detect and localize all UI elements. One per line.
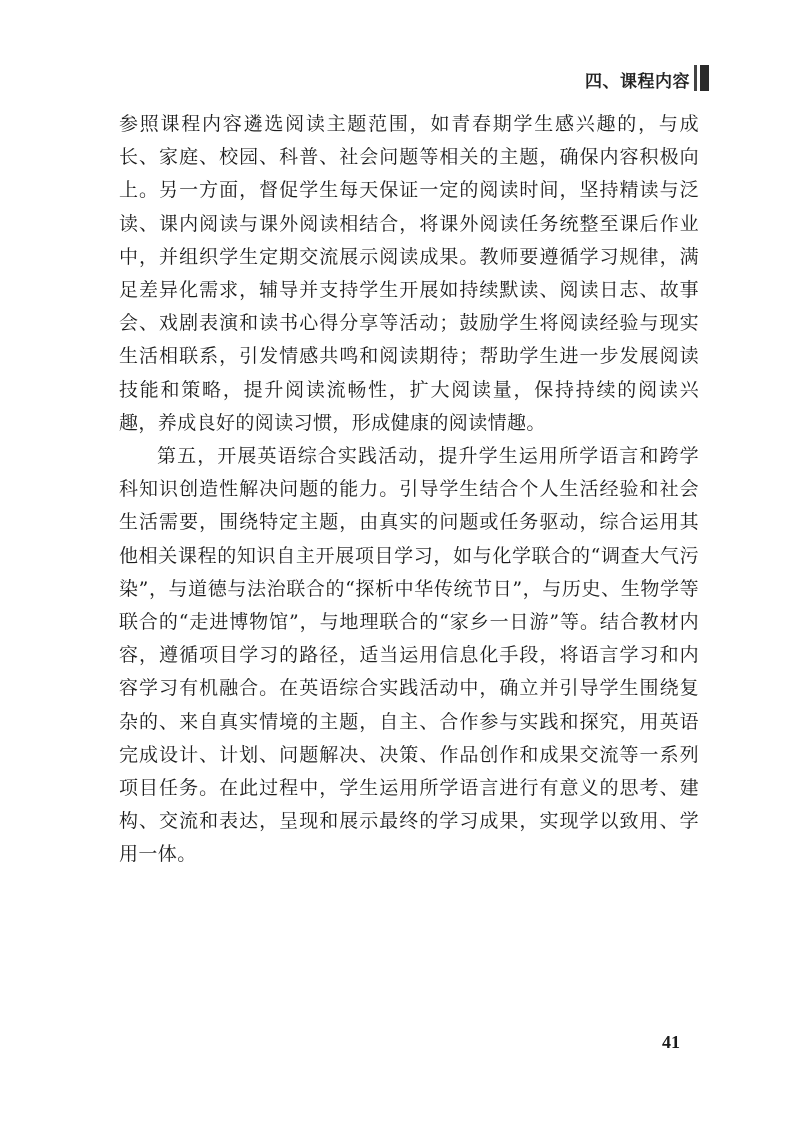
running-header xyxy=(0,63,800,93)
paragraph-practice-activities: 第五，开展英语综合实践活动，提升学生运用所学语言和跨学科知识创造性解决问题的能力。引导学生结合个人生活经验和社会生活需要，围绕特定主题，由真实的问题或任务驱动，综合运用其他相关课程的知识自主开展项目学习，如与化学联合的“调查大气污染”，与道德与法治联合的“探析中华传统节日”，与历史、生物学等联合的“走进博物馆”，与地理联合的“家乡一日游”等。结合教材内容，遵循项目学习的路径，适当运用信息化手段，将语言学习和内容学习有机融合。在英语综合实践活动中，确立并引导学生围绕复杂的、来自真实情境的主题，自主、合作参与实践和探究，用英语完成设计、计划、问题解决、决策、作品创作和成果交流等一系列项目任务。在此过程中，学生运用所学语言进行有意义的思考、建构、交流和表达，呈现和展示最终的学习成果，实现学以致用、学用一体。 xyxy=(119,445,699,866)
paragraph-reading-continued: 参照课程内容遴选阅读主题范围，如青春期学生感兴趣的，与成长、家庭、校园、科普、社会问题等相关的主题，确保内容积极向上。另一方面，督促学生每天保证一定的阅读时间，坚持精读与泛读、课内阅读与课外阅读相结合，将课外阅读任务统整至课后作业中，并组织学生定期交流展示阅读成果。教师要遵循学习规律，满足差异化需求，辅导并支持学生开展如持续默读、阅读日志、故事会、戏剧表演和读书心得分享等活动；鼓励学生将阅读经验与现实生活相联系，引发情感共鸣和阅读期待；帮助学生进一步发展阅读技能和策略，提升阅读流畅性，扩大阅读量，保持持续的阅读兴趣，养成良好的阅读习惯，形成健康的阅读情趣。 xyxy=(119,113,699,434)
header-thick-bar xyxy=(700,65,709,91)
header-bar-marks xyxy=(694,65,710,91)
body-text xyxy=(119,108,699,872)
header-thin-bar xyxy=(694,65,697,91)
page-number: 41 xyxy=(662,1032,680,1052)
section-title: 四、课程内容 xyxy=(585,72,690,92)
header-rule xyxy=(120,93,710,94)
